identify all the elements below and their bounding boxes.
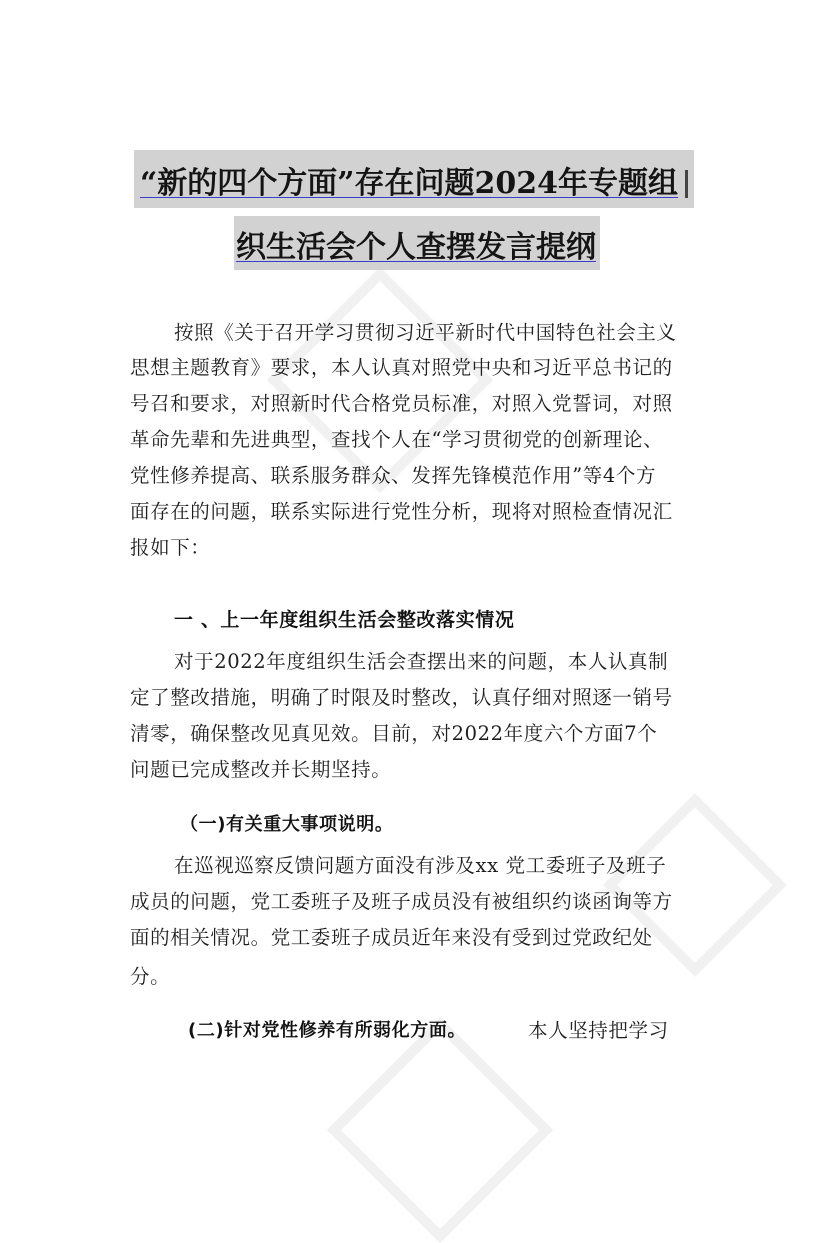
section-1-line-3: 清零，确保整改见真见效。目前，对2022年度六个方面7个	[130, 722, 658, 745]
watermark-diamond-2	[327, 1017, 553, 1243]
intro-line-4: 革命先辈和先进典型，查找个人在“学习贯彻党的创新理论、	[130, 428, 664, 451]
section-1-heading: 一 、上一年度组织生活会整改落实情况	[174, 609, 515, 631]
intro-line-3: 号召和要求，对照新时代合格党员标准，对照入党誓词，对照	[130, 392, 673, 415]
sub-1-line-1: 在巡视巡察反馈问题方面没有涉及xx 党工委班子及班子	[174, 854, 667, 877]
sub-1-line-3: 面的相关情况。党工委班子成员近年来没有受到过党政纪处	[130, 926, 653, 949]
intro-line-1: 按照《关于召开学习贯彻习近平新时代中国特色社会主义	[174, 321, 677, 344]
title-line-2-text: 织生活会个人查摆发言提纲	[236, 230, 596, 265]
sub-1-line-2: 成员的问题，党工委班子及班子成员没有被组织约谈函询等方	[130, 890, 673, 913]
section-1-line-1: 对于2022年度组织生活会查摆出来的问题，本人认真制	[174, 650, 669, 673]
intro-line-2: 思想主题教育》要求，本人认真对照党中央和习近平总书记的	[130, 356, 673, 379]
sub-1-line-4: 分。	[130, 965, 171, 988]
title-line-1-text: “新的四个方面”存在问题2024年专题组	[140, 166, 679, 201]
sub-heading-2-tail: 本人坚持把学习	[528, 1019, 669, 1042]
intro-line-6: 面存在的问题，联系实际进行党性分析，现将对照检查情况汇	[130, 500, 673, 523]
section-1-line-4: 问题已完成整改并长期坚持。	[130, 758, 392, 781]
document-title-line-2	[236, 224, 596, 272]
sub-heading-1: （一)有关重大事项说明。	[180, 814, 394, 835]
section-1-line-2: 定了整改措施，明确了时限及时整改，认真仔细对照逐一销号	[130, 686, 673, 709]
intro-line-7: 报如下：	[130, 536, 211, 559]
intro-line-5: 党性修养提高、联系服务群众、发挥先锋模范作用”等4个方	[130, 464, 657, 487]
sub-heading-2: (二)针对党性修养有所弱化方面。	[188, 1020, 467, 1041]
document-title-line-1	[140, 160, 678, 208]
